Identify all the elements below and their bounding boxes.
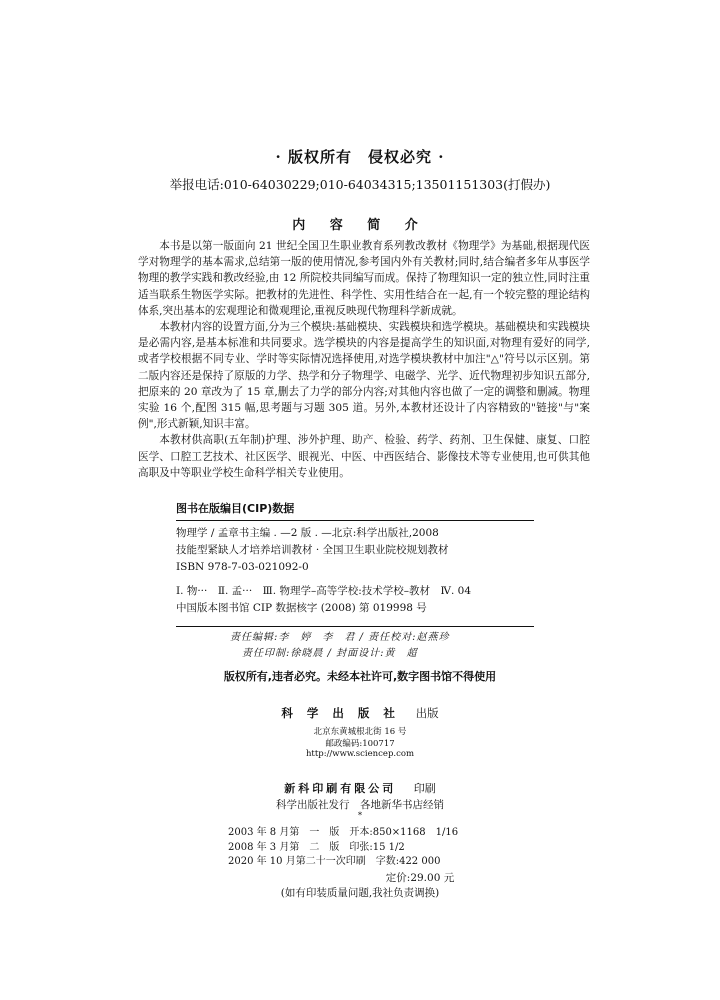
price-line [0, 870, 720, 885]
printer-line [0, 780, 720, 796]
publisher-suffix: 出版 [415, 706, 439, 720]
editors-block [230, 630, 449, 661]
quality-note: (如有印装质量问题,我社负责调换) [280, 887, 440, 899]
publisher-address: 北京东黄城根北街 16 号 [313, 727, 407, 737]
edition-line: 2008 年 3 月第 二 版 印张:15 1/2 [228, 841, 405, 853]
copyright-header: · 版权所有 侵权必究 · [275, 148, 445, 166]
cip-isbn: ISBN 978-7-03-021092-0 [176, 560, 309, 573]
cip-divider [176, 626, 534, 627]
summary-paragraph: 本教材供高职(五年制)护理、涉外护理、助产、检验、药学、药剂、卫生保健、康复、口腔医学、口腔工艺技术、社区医学、眼视光、中医、中西医结合、影像技术等专业使用,也可供其他高职及中等职业学校生命科学相关专业使用。 [138, 434, 590, 479]
distributor-line: 科学出版社发行 各地新华书店经销 [276, 799, 444, 811]
edition-line: 2020 年 10 月第二十一次印刷 字数:422 000 [228, 856, 441, 867]
separator-mark: * [357, 811, 363, 821]
cip-record-number: 中国版本图书馆 CIP 数据核字 (2008) 第 019998 号 [176, 602, 427, 615]
editors-line: 责任印制:徐晓晨 / 封面设计:黄 超 [242, 647, 418, 659]
summary-paragraph: 本教材内容的设置方面,分为三个模块:基础模块、实践模块和选学模块。基础模块和实践模块是必需内容,是基本标准和共同要求。选学模块的内容是提高学生的知识面,对物理有爱好的同学,或者学校根据不同专业、学时等实际情况选择使用,对选学模块教材中加注"△"符号以示区别。第二版内容还是保持了原版的力学、热学和分子物理学、电磁学、光学、近代物理初步知识五部分,把原来的 20 章改为了 15 章,删去了力学的部分内容;对其他内容也做了一定的调整和删减。物理实验 16 个,配图 315 幅,思考题与习题 305 道。另外,本教材还设计了内容精致的"链接"与"案例",形式新颖,知识丰富。 [138, 321, 590, 431]
price: 定价:29.00 元 [385, 872, 455, 884]
printer-suffix: 印刷 [413, 782, 436, 795]
printer-name: 新科印刷有限公司 [284, 782, 397, 795]
publisher-name: 科 学 出 版 社 [281, 706, 400, 720]
cip-line: 物理学 / 孟章书主编 . —2 版 . —北京:科学出版社,2008 [176, 527, 439, 539]
rights-notice: 版权所有,违者必究。未经本社许可,数字图书馆不得使用 [223, 670, 497, 683]
summary-body [138, 238, 590, 481]
editors-line: 责任编辑:李 婷 李 君 / 责任校对:赵燕珍 [230, 632, 450, 643]
summary-title: 内 容 简 介 [292, 218, 428, 233]
summary-paragraph: 本书是以第一版面向 21 世纪全国卫生职业教育系列教改教材《物理学》为基础,根据现代医学对物理学的基本需求,总结第一版的使用情况,参考国内外有关教材;同时,结合编者多年从事医学物理的教学实践和教改经验,由 12 所院校共同编写而成。保持了物理知识一定的独立性,同时注重适当联系生物医学实际。把教材的先进性、科学性、实用性结合在一起,有一个较完整的理论结构体系,突出基本的宏观理论和微观理论,重视反映现代物理科学新成就。 [138, 240, 590, 317]
cip-block [176, 520, 534, 617]
cip-classification: Ⅰ. 物··· Ⅱ. 孟··· Ⅲ. 物理学–高等学校:技术学校–教材 Ⅳ. 04 [176, 585, 472, 598]
cip-title: 图书在版编目(CIP)数据 [176, 502, 295, 515]
publisher-website[interactable]: http://www.sciencep.com [305, 749, 415, 759]
edition-line: 2003 年 8 月第 一 版 开本:850×1168 1/16 [228, 827, 459, 838]
report-hotline: 举报电话:010-64030229;010-64034315;13501151303(打假办) [169, 177, 551, 192]
edition-block [228, 826, 508, 870]
publisher-line [0, 705, 720, 721]
publisher-postcode: 邮政编码:100717 [325, 739, 395, 749]
cip-line: 技能型紧缺人才培养培训教材 · 全国卫生职业院校规划教材 [176, 543, 449, 556]
